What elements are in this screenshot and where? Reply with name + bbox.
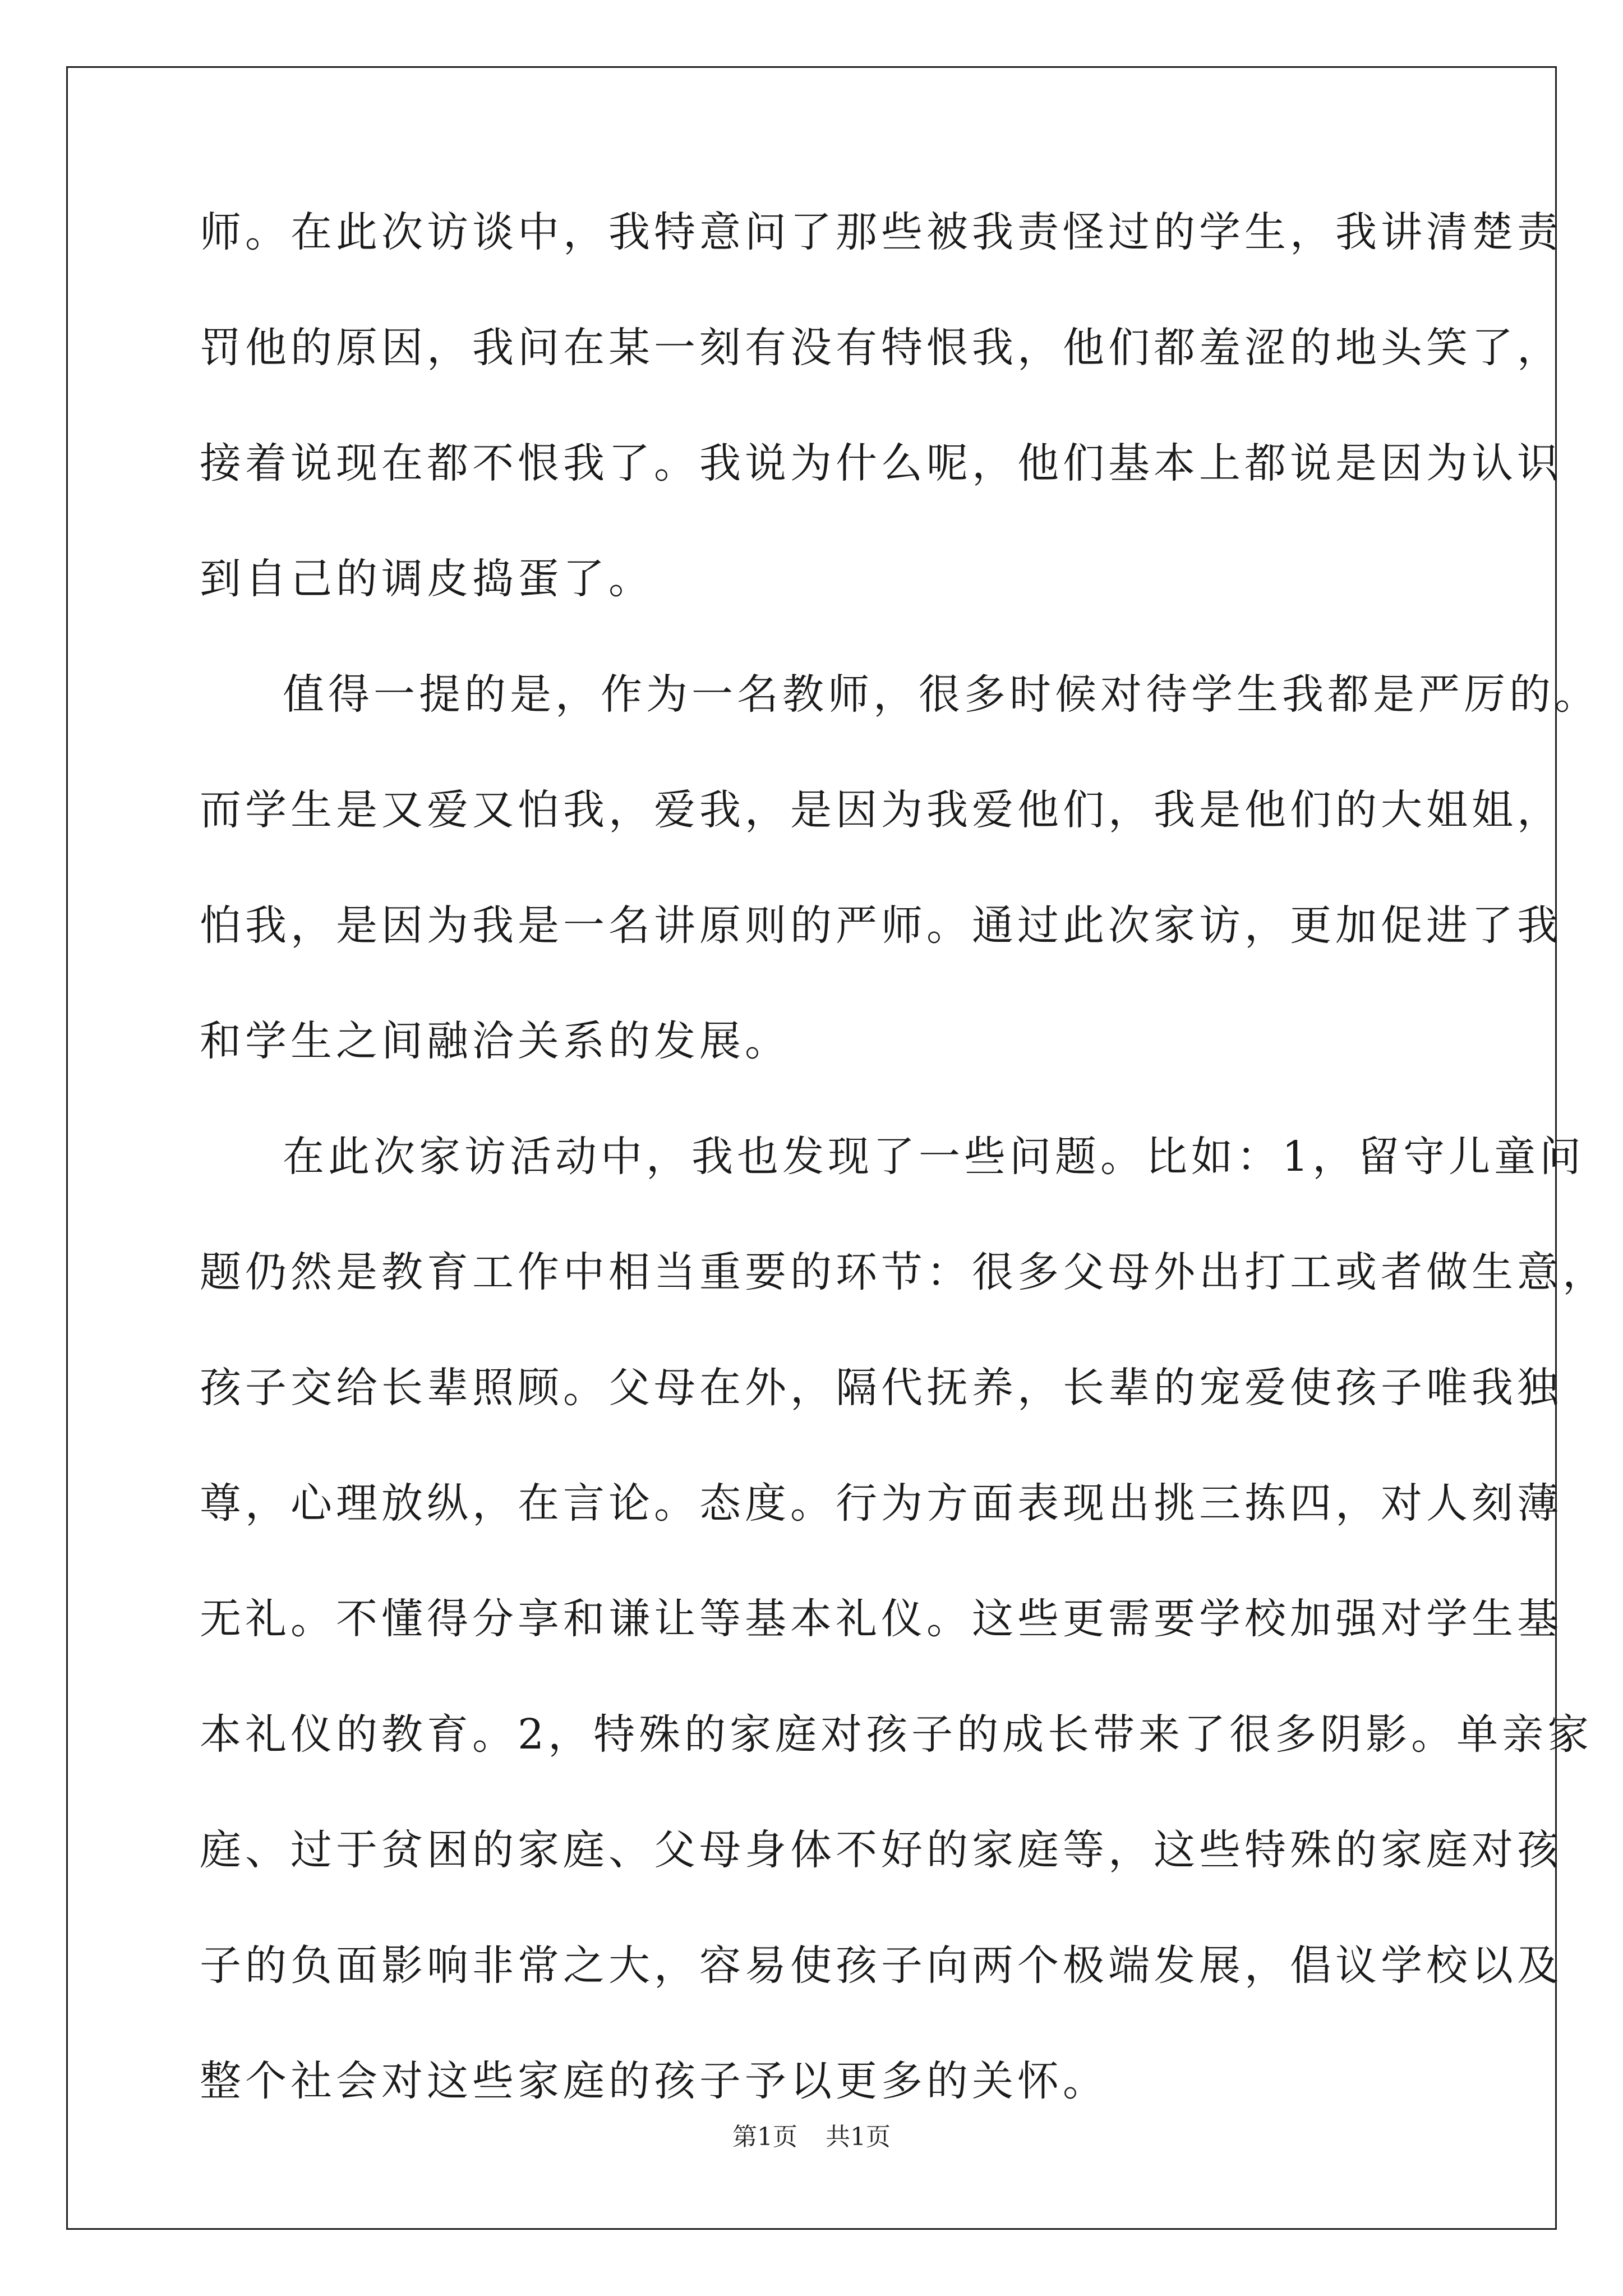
paragraph-line: 到自己的调皮捣蛋了。 bbox=[200, 555, 654, 603]
page-footer bbox=[0, 2120, 1623, 2154]
paragraph-line: 整个社会对这些家庭的孩子予以更多的关怀。 bbox=[200, 2057, 1108, 2105]
paragraph-1 bbox=[200, 204, 1562, 666]
paragraph-2 bbox=[200, 666, 1600, 1129]
page-number-current: 第1页 bbox=[732, 2123, 797, 2151]
paragraph-line: 无礼。不懂得分享和谦让等基本礼仪。这些更需要学校加强对学生基 bbox=[200, 1595, 1562, 1643]
paragraph-line: 孩子交给长辈照顾。父母在外，隔代抚养，长辈的宠爱使孩子唯我独 bbox=[200, 1364, 1562, 1412]
page-number-total: 共1页 bbox=[826, 2123, 891, 2151]
paragraph-3 bbox=[200, 1129, 1608, 2169]
paragraph-line: 师。在此次访谈中，我特意问了那些被我责怪过的学生，我讲清楚责 bbox=[200, 208, 1562, 256]
paragraph-line: 庭、过于贫困的家庭、父母身体不好的家庭等，这些特殊的家庭对孩 bbox=[200, 1826, 1562, 1874]
paragraph-line: 怕我，是因为我是一名讲原则的严师。通过此次家访，更加促进了我 bbox=[200, 901, 1562, 950]
paragraph-line: 接着说现在都不恨我了。我说为什么呢，他们基本上都说是因为认识 bbox=[200, 439, 1562, 487]
paragraph-line: 本礼仪的教育。2，特殊的家庭对孩子的成长带来了很多阴影。单亲家 bbox=[200, 1710, 1593, 1759]
paragraph-line: 和学生之间融洽关系的发展。 bbox=[200, 1017, 790, 1065]
document-body bbox=[200, 204, 1608, 2169]
paragraph-line: 尊，心理放纵，在言论。态度。行为方面表现出挑三拣四，对人刻薄 bbox=[200, 1479, 1562, 1527]
paragraph-line: 值得一提的是，作为一名教师，很多时候对待学生我都是严厉的。 bbox=[283, 670, 1600, 719]
paragraph-line: 罚他的原因，我问在某一刻有没有特恨我，他们都羞涩的地头笑了， bbox=[200, 324, 1562, 372]
paragraph-line: 而学生是又爱又怕我，爱我，是因为我爱他们，我是他们的大姐姐， bbox=[200, 786, 1562, 834]
paragraph-line: 题仍然是教育工作中相当重要的环节：很多父母外出打工或者做生意， bbox=[200, 1248, 1608, 1296]
paragraph-line: 子的负面影响非常之大，容易使孩子向两个极端发展，倡议学校以及 bbox=[200, 1941, 1562, 1990]
paragraph-line: 在此次家访活动中，我也发现了一些问题。比如：1，留守儿童问 bbox=[283, 1133, 1585, 1181]
